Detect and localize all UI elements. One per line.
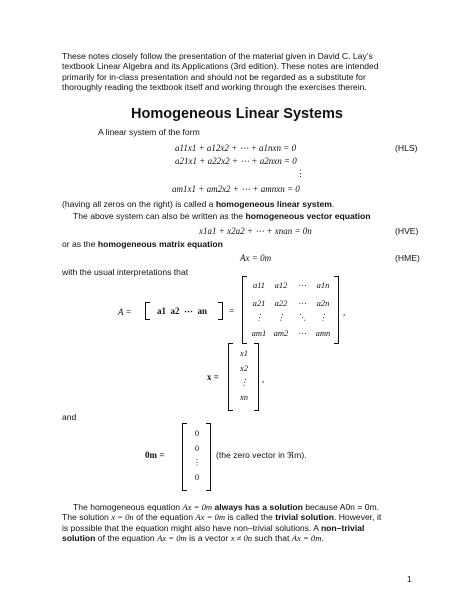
zero-vector xyxy=(187,428,207,486)
para-l4-post: . xyxy=(321,533,324,544)
a-matrix-row-1 xyxy=(248,280,336,294)
para-l4-mid2: such that xyxy=(252,533,292,544)
system-intro: A linear system of the form xyxy=(98,127,200,137)
hls-row-m: am1x1 + am2x2 + ⋯ + amnxn = 0 xyxy=(172,184,300,194)
a-entry-2dots: ⋯ xyxy=(297,298,307,308)
para-l2-bold: trivial solution xyxy=(275,512,334,523)
usual-line: with the usual interpretations that xyxy=(62,267,189,277)
hls-tag: (HLS) xyxy=(395,143,418,153)
called-post: . xyxy=(331,199,335,209)
a-entry-ddots: ⋱ xyxy=(297,312,307,322)
a-comma: , xyxy=(343,307,346,317)
intro-paragraph xyxy=(62,51,422,93)
a-matrix xyxy=(248,280,336,342)
solution-paragraph xyxy=(62,502,422,544)
para-l2-eq2: Ax = 0m xyxy=(195,512,226,523)
para-l1-bold: always has a solution xyxy=(212,502,303,512)
para-line-4 xyxy=(62,533,422,543)
a-entry-mdots: ⋯ xyxy=(297,328,307,338)
x-entry-1: x1 xyxy=(239,348,249,358)
a-matrix-row-dots xyxy=(248,312,336,326)
x-entry-vdots: ⋮ xyxy=(239,377,249,387)
para-l4-mid: is a vector xyxy=(186,533,231,544)
x-bracket-right xyxy=(254,343,259,411)
cols-bracket-right xyxy=(218,302,223,320)
a-entry-m2: am2 xyxy=(273,328,289,338)
hls-vdots: ⋮ xyxy=(296,168,305,178)
para-l4-pre: of the equation xyxy=(95,533,158,544)
vector-term: homogeneous vector equation xyxy=(245,211,371,221)
x-lhs: x = xyxy=(207,372,219,382)
a-entry-mn: amn xyxy=(315,328,331,338)
para-l2-mid2: is called the xyxy=(225,512,276,523)
para-l4-bold: solution xyxy=(62,533,96,544)
a-entry-21: a21 xyxy=(252,298,266,308)
a-eq: = xyxy=(229,306,235,316)
intro-line-2: textbook Linear Algebra and its Applications (3rd edition). These notes are intended xyxy=(62,61,379,72)
cols-bracket-left xyxy=(145,302,150,320)
a-lhs: A = xyxy=(118,307,132,317)
para-l4-eq: Ax = 0m xyxy=(157,533,187,544)
para-l4-eq3: Ax = 0m xyxy=(291,533,322,544)
para-line-3 xyxy=(62,523,422,533)
hls-row-1: a11x1 + a12x2 + ⋯ + a1nxn = 0 xyxy=(175,143,297,153)
a-entry-22: a22 xyxy=(274,298,288,308)
a-entry-1dots: ⋯ xyxy=(297,280,307,290)
zero-entry-m: 0 xyxy=(194,472,200,482)
zero-note: (the zero vector in ℜm). xyxy=(216,450,307,460)
a-entry-m1: am1 xyxy=(251,328,267,338)
matrix-term: homogeneous matrix equation xyxy=(97,239,223,249)
hls-row-2: a21x1 + a22x2 + ⋯ + a2nxn = 0 xyxy=(175,156,297,166)
x-vector xyxy=(233,348,255,406)
para-l3-bold: non–trivial xyxy=(320,522,365,533)
para-l2-pre: The solution xyxy=(62,512,112,523)
zero-entry-1: 0 xyxy=(194,428,200,438)
intro-line-4: thoroughly reading the textbook itself and working through the exercises therein. xyxy=(62,82,367,93)
para-l1-eq: Ax = 0m xyxy=(182,502,213,512)
para-l4-eq2: x ≠ 0n xyxy=(230,533,253,544)
para-line-2 xyxy=(62,512,422,522)
para-l3: is possible that the equation might also have non–trivial solutions. A xyxy=(62,522,321,533)
x-comma: , xyxy=(262,374,265,384)
zero-entry-vdots: ⋮ xyxy=(192,457,202,467)
a-entry-1n: a1n xyxy=(316,280,330,290)
para-l1-pre: The homogeneous equation xyxy=(73,502,183,512)
x-entry-2: x2 xyxy=(239,363,249,373)
a-matrix-bracket-left xyxy=(242,276,247,344)
matrix-line xyxy=(62,239,223,249)
para-l2-eq: x = 0n xyxy=(111,512,134,523)
a-entry-vdots-2: ⋮ xyxy=(276,312,286,322)
called-pre: (having all zeros on the right) is called a xyxy=(62,199,216,209)
a-entry-vdots-1: ⋮ xyxy=(254,312,264,322)
a-entry-2n: a2n xyxy=(316,298,330,308)
hve-equation: x1a1 + x2a2 + ⋯ + xnan = 0n xyxy=(199,226,312,236)
a-entry-vdots-n: ⋮ xyxy=(318,312,328,322)
zero-lhs: 0m = xyxy=(145,450,165,460)
zero-entry-2: 0 xyxy=(194,443,200,453)
called-term: homogeneous linear system xyxy=(215,199,332,209)
para-l2-post: . However, it xyxy=(333,512,382,523)
hme-equation: Ax = 0m xyxy=(240,253,272,263)
vector-pre: The above system can also be written as the xyxy=(73,211,246,221)
a-entry-12: a12 xyxy=(274,280,288,290)
hme-tag: (HME) xyxy=(395,253,420,263)
page-number: 1 xyxy=(407,574,412,584)
para-line-1 xyxy=(62,502,422,512)
vector-line xyxy=(73,211,371,221)
a-matrix-row-m xyxy=(248,328,336,342)
zero-bracket-right xyxy=(206,423,211,491)
para-l2-mid: of the equation xyxy=(133,512,196,523)
a-entry-11: a11 xyxy=(252,280,266,290)
x-entry-n: xn xyxy=(239,392,249,402)
a-matrix-bracket-right xyxy=(334,276,339,344)
intro-line-1: These notes closely follow the presentation of the material given in David C. Lay’s xyxy=(62,51,373,61)
and-word: and xyxy=(62,412,77,422)
matrix-pre: or as the xyxy=(62,239,98,249)
page-title: Homogeneous Linear Systems xyxy=(131,106,343,122)
called-line xyxy=(62,199,334,209)
hve-tag: (HVE) xyxy=(395,226,419,236)
intro-line-3: primarily for in-class presentation and should not be regarded as a substitute for xyxy=(62,71,366,82)
a-matrix-row-2 xyxy=(248,298,336,312)
a-columns: a1 a2 ⋯ an xyxy=(157,306,208,316)
para-l1-post: because A0n = 0m. xyxy=(302,502,380,512)
